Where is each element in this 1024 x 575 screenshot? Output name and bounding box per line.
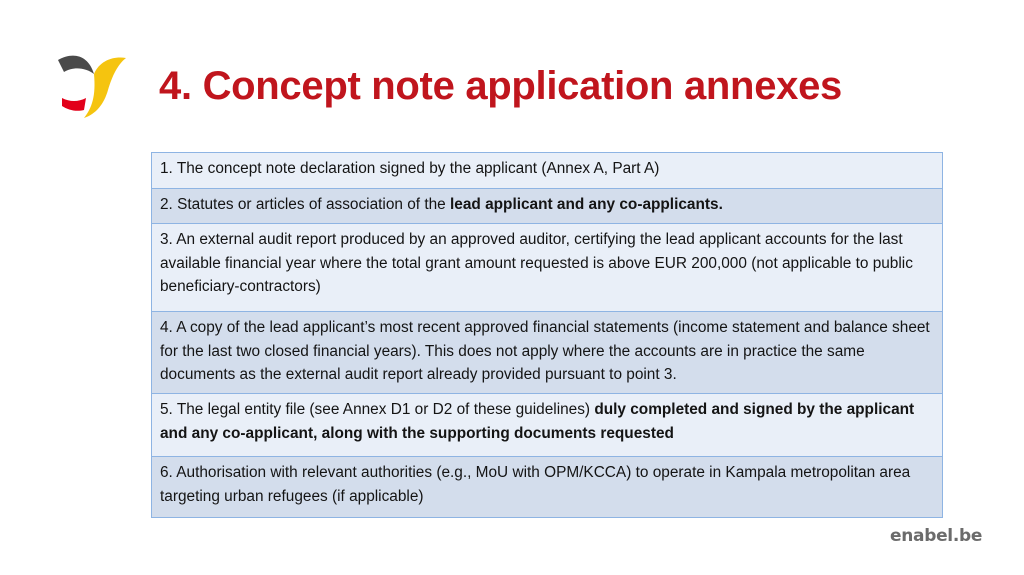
annex-row-1 bbox=[152, 153, 942, 189]
footer-brand: enabel.be bbox=[890, 526, 983, 546]
annex-row-6 bbox=[152, 457, 942, 518]
annex-row-4-text: 4. A copy of the lead applicant’s most recent approved financial statements (income statement and balance sheet for the last two closed financial years). This does not apply where the accounts are in practice the same documents as the external audit report already provided pursuant to point 3. bbox=[160, 319, 930, 383]
annex-row-5-bold: duly completed and signed by the applicant and any co-applicant, along with the supporting documents requested bbox=[160, 401, 915, 442]
annex-row-3 bbox=[152, 224, 942, 312]
annex-row-5 bbox=[152, 394, 942, 457]
annex-table bbox=[151, 152, 943, 518]
annex-row-2 bbox=[152, 189, 942, 224]
annex-row-2-text: 2. Statutes or articles of association of the bbox=[160, 196, 451, 213]
annex-row-1-text: 1. The concept note declaration signed by the applicant (Annex A, Part A) bbox=[160, 160, 660, 177]
annex-row-5-text: 5. The legal entity file (see Annex D1 or D2 of these guidelines) bbox=[160, 401, 595, 418]
annex-row-2-bold: lead applicant and any co-applicants. bbox=[450, 196, 723, 213]
enabel-logo-icon bbox=[54, 52, 130, 120]
annex-row-3-text: 3. An external audit report produced by an approved auditor, certifying the lead applicant accounts for the last available financial year where the total grant amount requested is above EUR 200,000 (not applicable to public beneficiary-contractors) bbox=[160, 231, 913, 295]
annex-row-4 bbox=[152, 312, 942, 394]
slide-title: 4. Concept note application annexes bbox=[159, 64, 842, 108]
annex-row-6-text: 6. Authorisation with relevant authorities (e.g., MoU with OPM/KCCA) to operate in Kampala metropolitan area targeting urban refugees (if applicable) bbox=[160, 464, 911, 505]
